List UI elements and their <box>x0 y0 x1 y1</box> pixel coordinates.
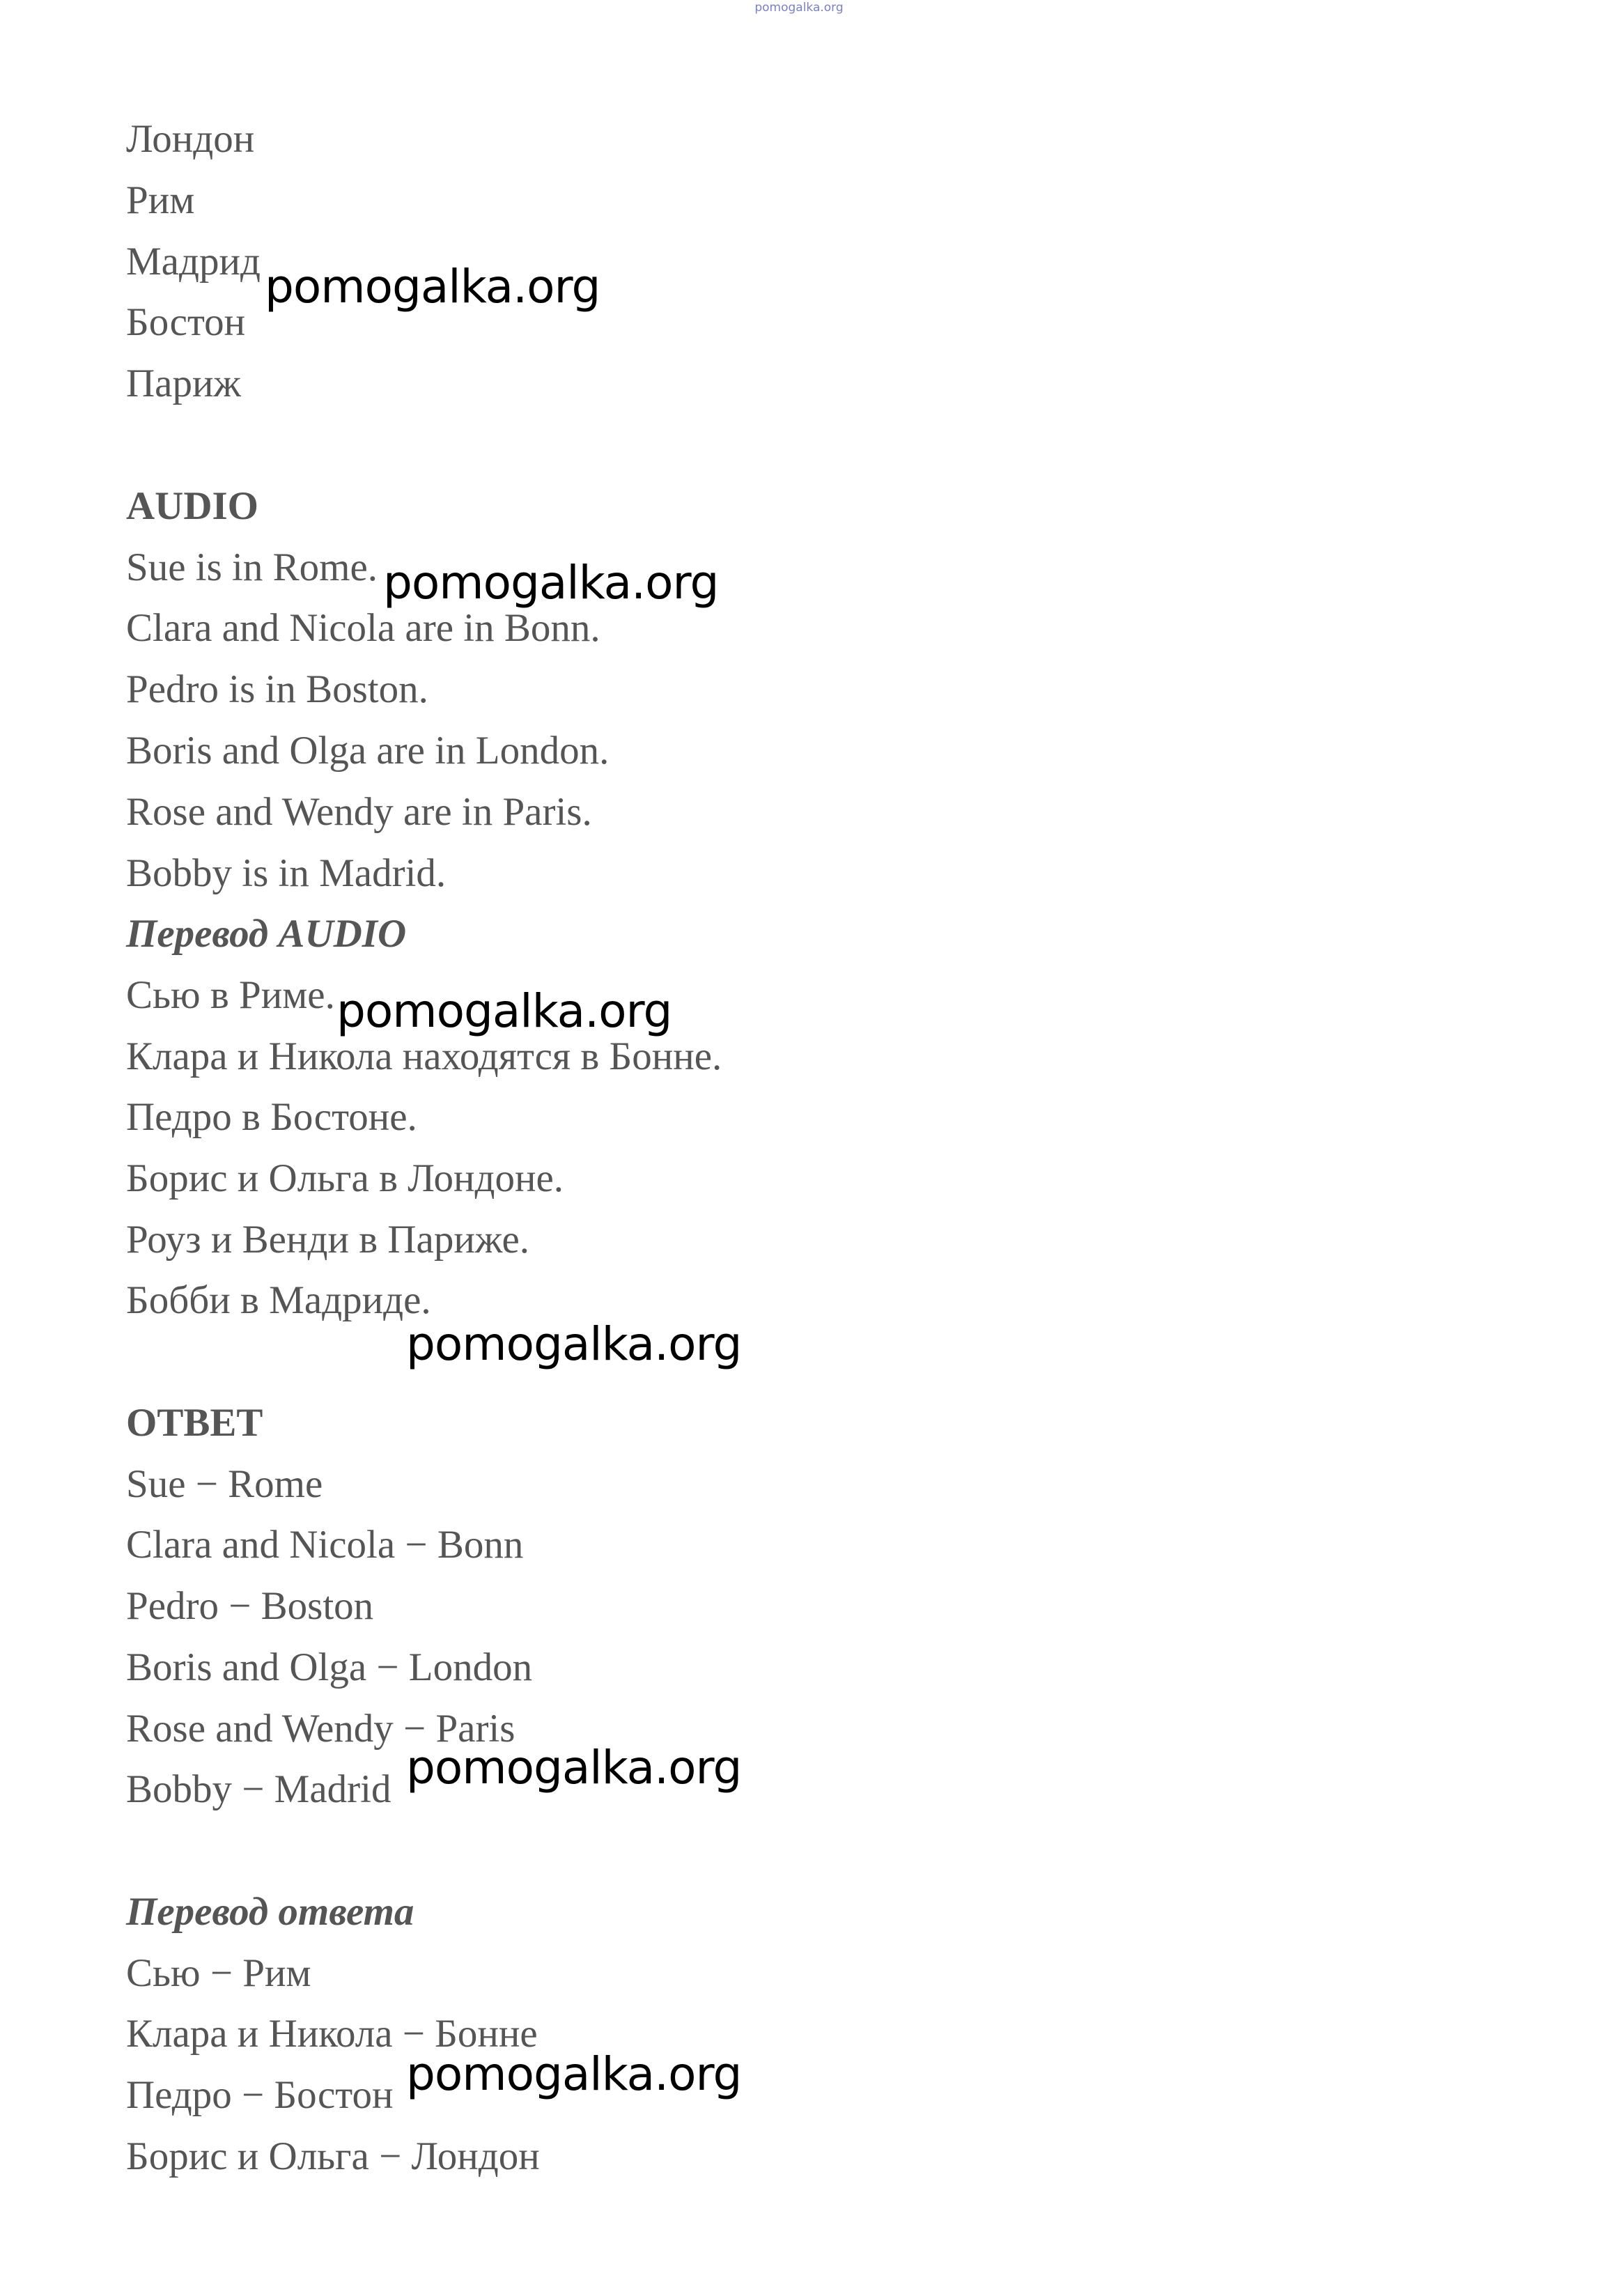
answer-heading: ОТВЕТ <box>126 1401 263 1445</box>
watermark: pomogalka.org <box>406 1317 742 1371</box>
answer-line: Boris and Olga − London <box>126 1645 533 1689</box>
watermark: pomogalka.org <box>406 2047 742 2101</box>
watermark: pomogalka.org <box>383 556 719 610</box>
answer-translation-heading: Перевод ответа <box>126 1890 414 1934</box>
audio-translation-line: Бобби в Мадриде. <box>126 1278 431 1322</box>
audio-line: Bobby is in Madrid. <box>126 851 447 895</box>
answer-line: Rose and Wendy − Paris <box>126 1707 515 1751</box>
answer-line: Pedro − Boston <box>126 1584 374 1628</box>
answer-translation-line: Сью − Рим <box>126 1951 311 1995</box>
audio-line: Clara and Nicola are in Bonn. <box>126 606 600 650</box>
city-rome: Рим <box>126 178 195 222</box>
city-madrid: Мадрид <box>126 240 261 284</box>
answer-line: Bobby − Madrid <box>126 1767 391 1811</box>
watermark: pomogalka.org <box>406 1741 742 1794</box>
audio-line: Pedro is in Boston. <box>126 667 428 711</box>
audio-translation-line: Педро в Бостоне. <box>126 1095 417 1139</box>
audio-translation-heading: Перевод AUDIO <box>126 912 407 956</box>
answer-line: Sue − Rome <box>126 1462 323 1506</box>
audio-translation-line: Борис и Ольга в Лондоне. <box>126 1156 564 1200</box>
watermark: pomogalka.org <box>336 984 672 1038</box>
top-watermark: pomogalka.org <box>754 1 844 15</box>
audio-line: Boris and Olga are in London. <box>126 729 610 773</box>
audio-translation-line: Клара и Никола находятся в Бонне. <box>126 1034 722 1078</box>
answer-translation-line: Борис и Ольга − Лондон <box>126 2134 540 2178</box>
audio-translation-line: Роуз и Венди в Париже. <box>126 1218 530 1262</box>
audio-line: Rose and Wendy are in Paris. <box>126 790 592 834</box>
audio-line: Sue is in Rome. <box>126 545 378 589</box>
city-paris: Париж <box>126 362 241 405</box>
city-boston: Бостон <box>126 300 246 344</box>
audio-heading: AUDIO <box>126 484 259 528</box>
answer-line: Clara and Nicola − Bonn <box>126 1523 524 1567</box>
answer-translation-line: Педро − Бостон <box>126 2073 394 2117</box>
city-london: Лондон <box>126 117 255 161</box>
answer-translation-line: Клара и Никола − Бонне <box>126 2012 538 2056</box>
audio-translation-line: Сью в Риме. <box>126 973 335 1017</box>
watermark: pomogalka.org <box>265 260 600 313</box>
